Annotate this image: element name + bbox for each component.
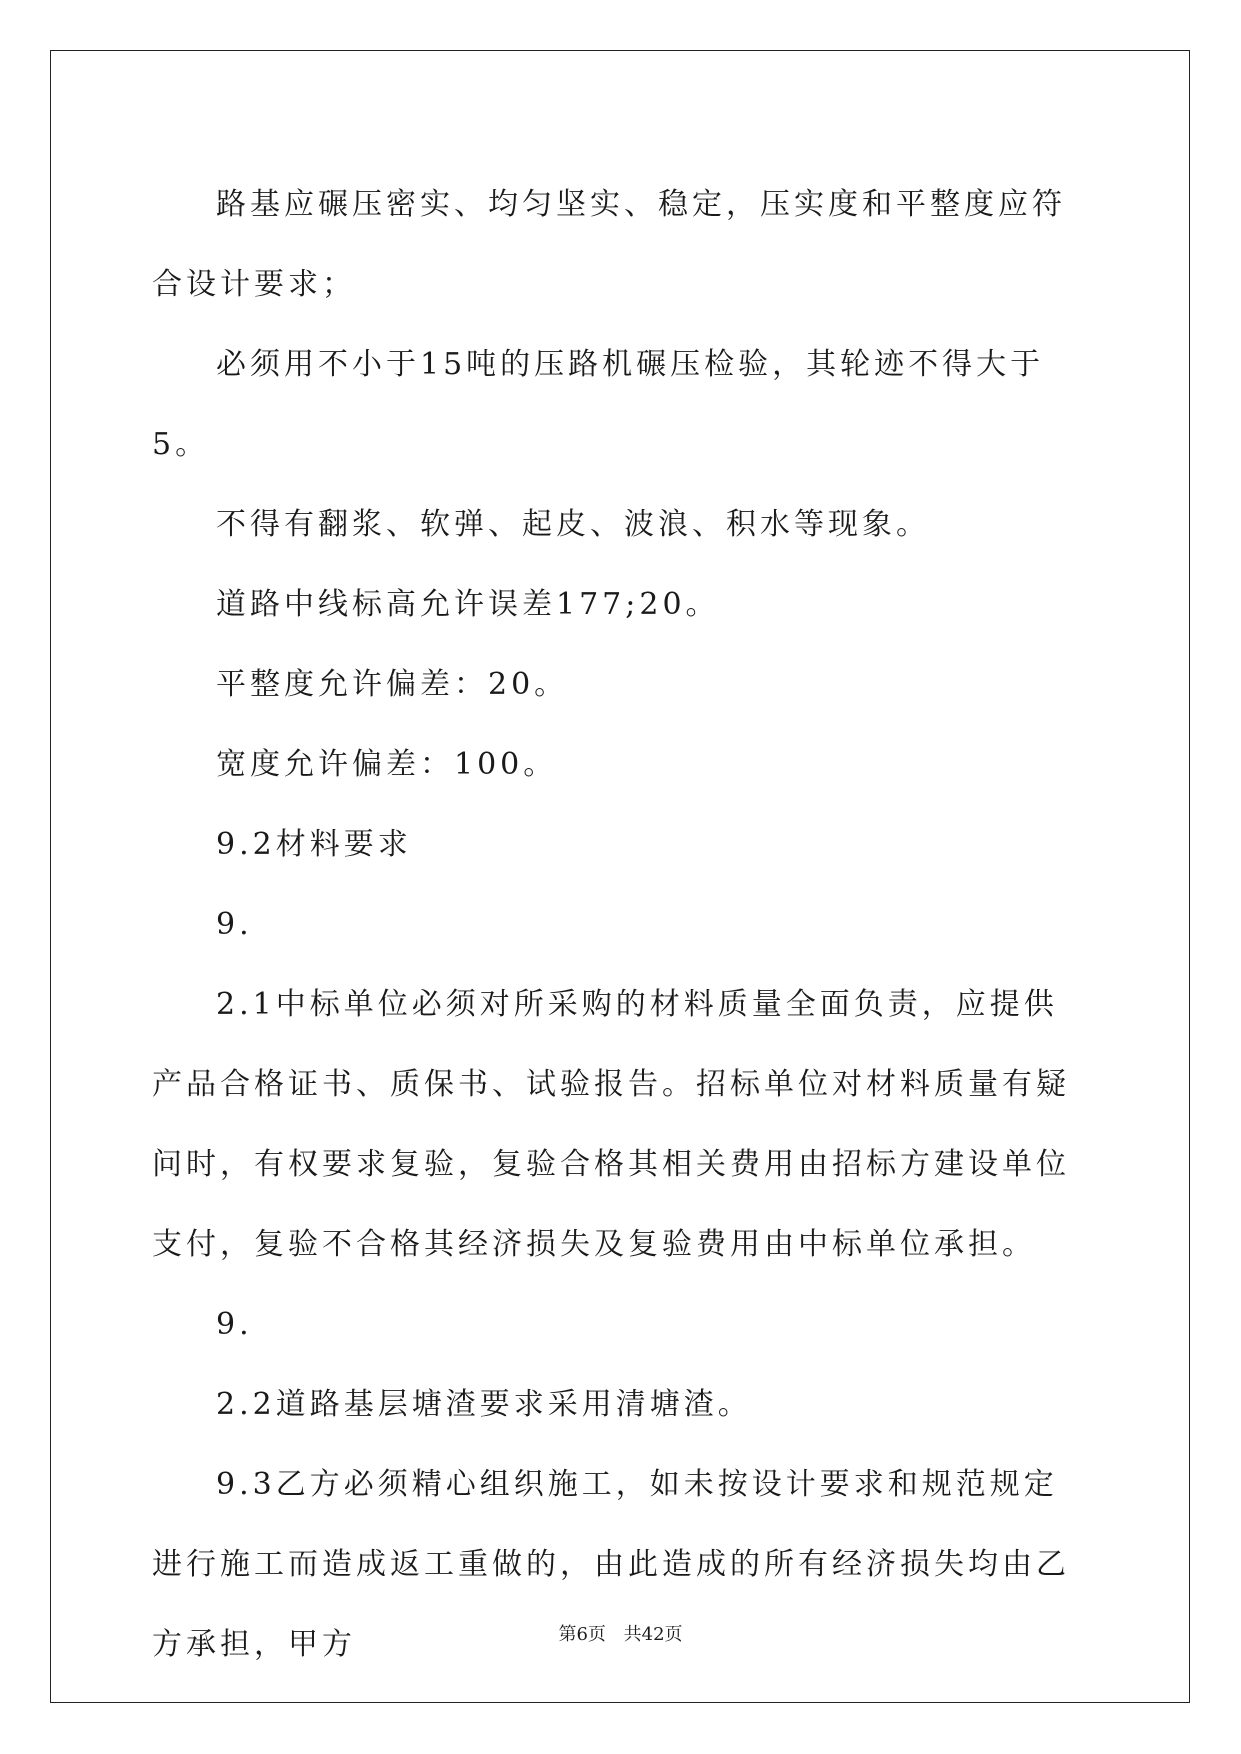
paragraph: 宽度允许偏差：100。	[216, 747, 558, 782]
paragraph: 必须用不小于15吨的压路机碾压检验，其轮迹不得大于5。	[152, 347, 1045, 462]
paragraph: 2.2道路基层塘渣要求采用清塘渣。	[216, 1387, 752, 1422]
paragraph: 路基应碾压密实、均匀坚实、稳定，压实度和平整度应符合设计要求；	[152, 187, 1066, 302]
page-number: 第6页	[558, 1624, 606, 1645]
paragraph: 2.1中标单位必须对所采购的材料质量全面负责，应提供产品合格证书、质保书、试验报告。招标单位对材料质量有疑问时，有权要求复验，复验合格其相关费用由招标方建设单位支付，复验不合格其经济损失及复验费用由中标单位承担。	[152, 987, 1070, 1262]
paragraph: 9.	[216, 907, 253, 942]
paragraph: 9.	[216, 1307, 253, 1342]
paragraph: 道路中线标高允许误差177;20。	[216, 587, 720, 622]
page-footer	[0, 1620, 1241, 1646]
paragraph: 平整度允许偏差：20。	[216, 667, 569, 702]
section-heading: 9.2材料要求	[216, 827, 412, 862]
document-body	[152, 165, 1087, 1685]
page-total: 共42页	[623, 1624, 683, 1645]
paragraph: 9.3乙方必须精心组织施工，如未按设计要求和规范规定进行施工而造成返工重做的，由此造成的所有经济损失均由乙方承担，甲方	[152, 1467, 1070, 1662]
paragraph: 不得有翻浆、软弹、起皮、波浪、积水等现象。	[216, 507, 930, 542]
